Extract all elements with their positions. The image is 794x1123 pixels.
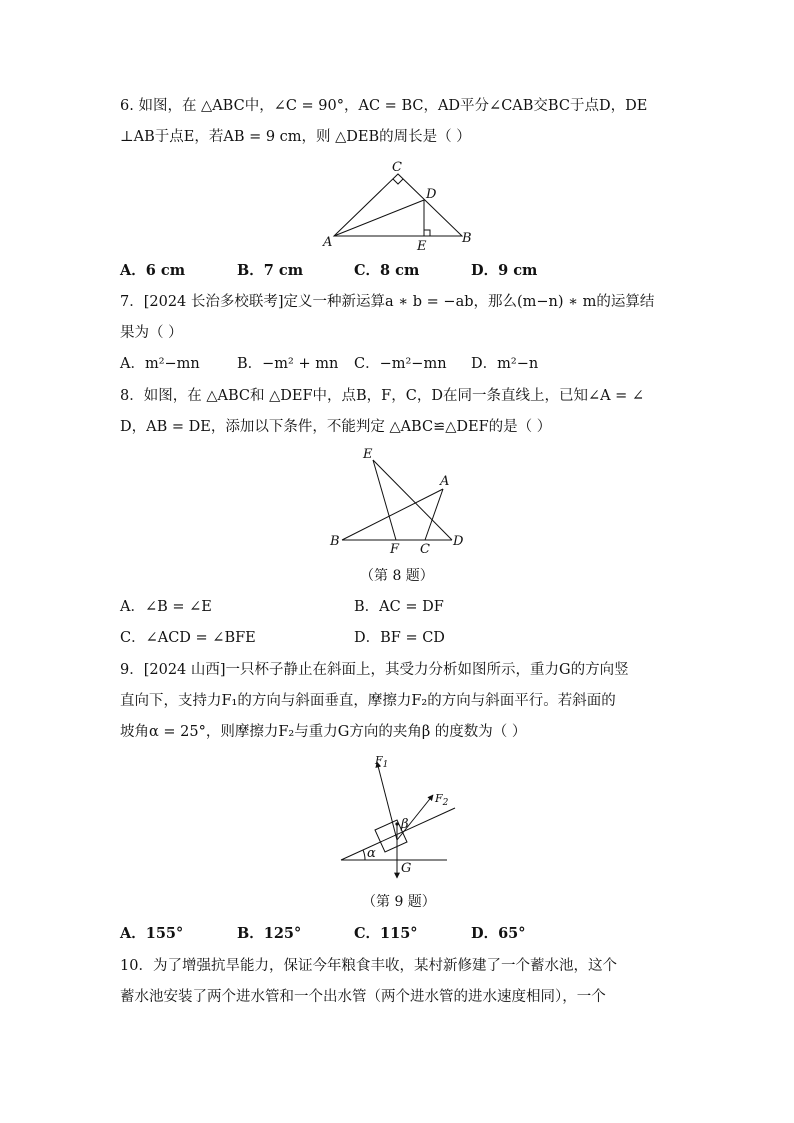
q6-segment-ad [334, 200, 424, 236]
q8-label-b: B [330, 534, 340, 549]
q9-option-b[interactable]: B．125° [237, 925, 302, 942]
q6-label-b: B [462, 231, 472, 246]
q9-caption: （第 9 题） [362, 894, 436, 910]
q6-option-a[interactable]: A．6 cm [120, 262, 186, 279]
q6-right-angle-e [424, 230, 430, 236]
q8-label-a: A [440, 474, 450, 489]
q6-label-a: A [323, 235, 333, 250]
q6-right-angle-c [393, 179, 403, 184]
q8-figure [325, 445, 485, 555]
q9-label-alpha: α [367, 846, 376, 861]
q6-stem-line1: 6. 如图，在 △ABC中，∠C = 90°，AC = BC，AD平分∠CAB交BC于点D，DE [120, 98, 648, 114]
q7-option-d[interactable]: D．m²−n [471, 356, 539, 372]
q7-stem-line2: 果为（ ） [120, 325, 183, 341]
q6-option-d[interactable]: D．9 cm [471, 262, 538, 279]
q9-center-dot [395, 822, 398, 825]
q7-option-c[interactable]: C．−m²−mn [354, 356, 447, 372]
q9-option-a[interactable]: A．155° [120, 925, 184, 942]
q6-figure [320, 160, 480, 254]
q9-arrow-f1 [377, 762, 397, 840]
q8-label-c: C [420, 542, 430, 557]
q9-stem-line1: 9．[2024 山西]一只杯子静止在斜面上，其受力分析如图所示，重力G的方向竖 [120, 662, 629, 678]
q6-label-d: D [426, 187, 437, 202]
q8-stem-line2: D，AB = DE，添加以下条件，不能判定 △ABC≌△DEF的是（ ） [120, 419, 552, 435]
q9-alpha-arc [363, 850, 365, 860]
q9-option-d[interactable]: D．65° [471, 925, 526, 942]
q10-stem-line2: 蓄水池安装了两个进水管和一个出水管（两个进水管的进水速度相同），一个 [120, 989, 606, 1005]
q6-option-b[interactable]: B．7 cm [237, 262, 304, 279]
q6-option-c[interactable]: C．8 cm [354, 262, 420, 279]
q8-option-d[interactable]: D．BF = CD [354, 630, 445, 646]
q8-label-f: F [390, 542, 400, 557]
q7-option-b[interactable]: B．−m² + mn [237, 356, 339, 372]
q9-stem-line3: 坡角α = 25°，则摩擦力F₂与重力G方向的夹角β 的度数为（ ） [120, 724, 527, 740]
q9-figure [335, 752, 485, 882]
q9-option-c[interactable]: C．115° [354, 925, 418, 942]
q8-option-a[interactable]: A．∠B = ∠E [120, 599, 212, 615]
q7-option-a[interactable]: A．m²−mn [120, 356, 200, 372]
q8-label-e: E [363, 447, 373, 462]
q9-label-beta: β [401, 817, 409, 832]
q9-label-f2: $F_2$ [435, 792, 449, 808]
q8-caption: （第 8 题） [360, 568, 434, 584]
q9-incline-line [341, 808, 455, 860]
q6-label-c: C [392, 160, 402, 175]
q10-stem-line1: 10．为了增强抗旱能力，保证今年粮食丰收，某村新修建了一个蓄水池，这个 [120, 958, 617, 974]
q6-label-e: E [417, 239, 427, 254]
q9-label-f1: $F_1$ [375, 754, 389, 770]
q6-stem-line2: ⊥AB于点E，若AB = 9 cm，则 △DEB的周长是（ ） [120, 129, 471, 145]
q8-stem-line1: 8．如图，在 △ABC和 △DEF中，点B，F，C，D在同一条直线上，已知∠A = ∠ [120, 388, 645, 404]
q8-label-d: D [453, 534, 464, 549]
q9-label-g: G [401, 861, 412, 876]
q9-stem-line2: 直向下，支持力F₁的方向与斜面垂直，摩擦力F₂的方向与斜面平行。若斜面的 [120, 693, 616, 709]
q8-option-b[interactable]: B．AC = DF [354, 599, 444, 615]
q8-option-c[interactable]: C．∠ACD = ∠BFE [120, 630, 256, 646]
q7-stem-line1: 7．[2024 长治多校联考]定义一种新运算a ∗ b = −ab，那么(m−n) ∗ m的运算结 [120, 294, 655, 310]
